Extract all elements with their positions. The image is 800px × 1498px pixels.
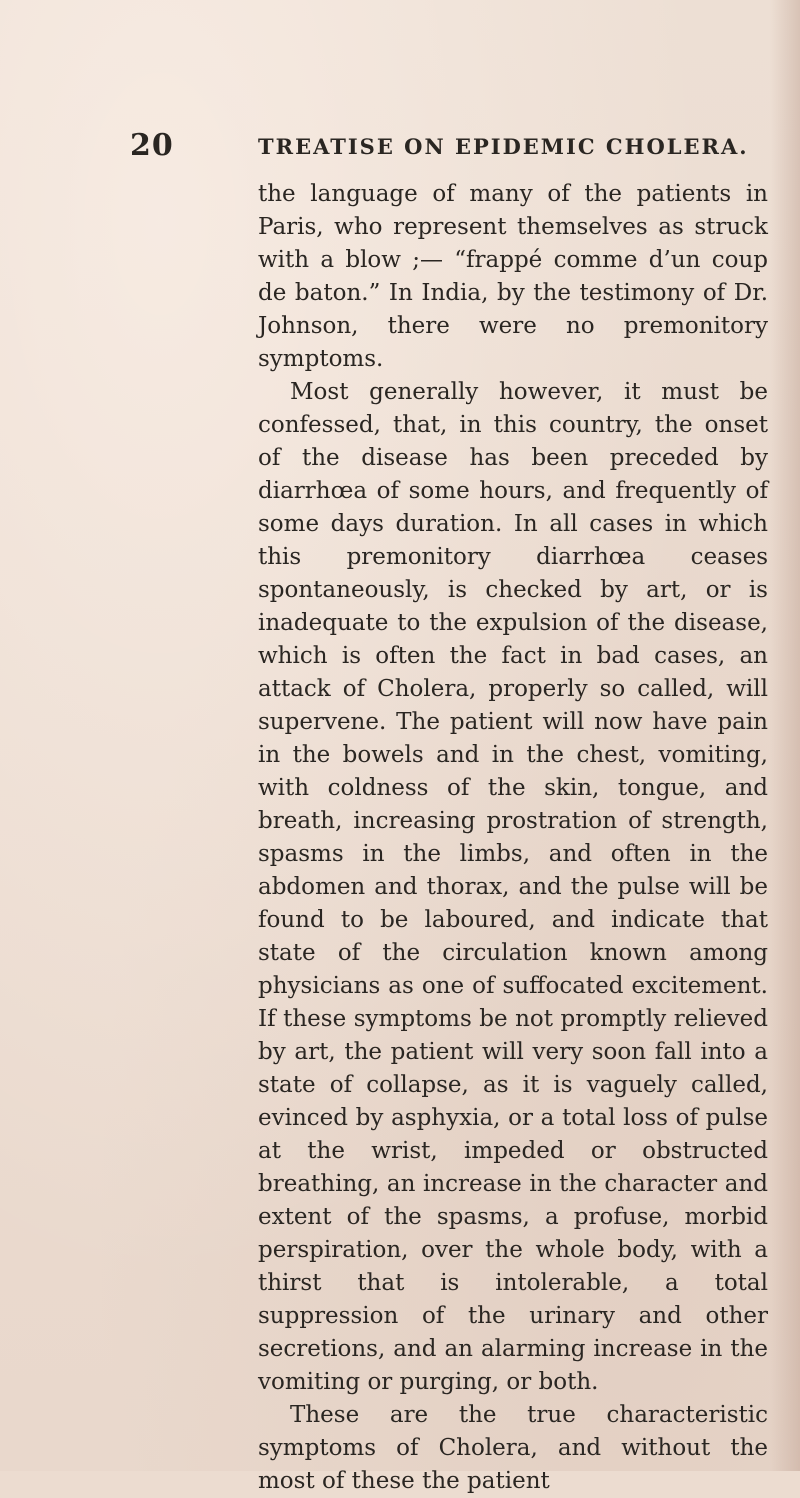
page-header: [130, 128, 770, 164]
running-head: TREATISE ON EPIDEMIC CHOLERA.: [258, 134, 749, 159]
paragraph-continuation: the language of many of the patients in Paris, who represent themselves as struck with a blow ;— “frappé comme d’un coup de baton.” In India, by the testimony of Dr. Johnson, there were no premonitory symptoms.: [258, 181, 768, 372]
page-edge-shadow: [770, 0, 800, 1471]
page-number: 20: [130, 128, 174, 163]
paragraph-symptoms: Most generally however, it must be confessed, that, in this country, the onset of the disease has been preceded by diarrhœa of some hours, and frequently of some days duration. In all cases in which this premonitory diarrhœa ceases spontaneously, is checked by art, or is inadequate to the expulsion of the disease, which is often the fact in bad cases, an attack of Cholera, properly so called, will supervene. The patient will now have pain in the bowels and in the chest, vomiting, with coldness of the skin, tongue, and breath, increasing prostration of strength, spasms in the limbs, and often in the abdomen and thorax, and the pulse will be found to be laboured, and indicate that state of the circulation known among physicians as one of suffocated excitement. If these symptoms be not promptly relieved by art, the patient will very soon fall into a state of collapse, as it is vaguely called, evinced by asphyxia, or a total loss of pulse at the wrist, impeded or obstructed breathing, an increase in the character and extent of the spasms, a profuse, morbid perspiration, over the whole body, with a thirst that is intolerable, a total suppression of the urinary and other secretions, and an alarming increase in the vomiting or purging, or both.: [258, 379, 768, 1395]
body-text: [258, 178, 768, 1498]
paragraph-characteristic: These are the true characteristic symptoms of Cholera, and without the most of these the patient: [258, 1402, 768, 1494]
